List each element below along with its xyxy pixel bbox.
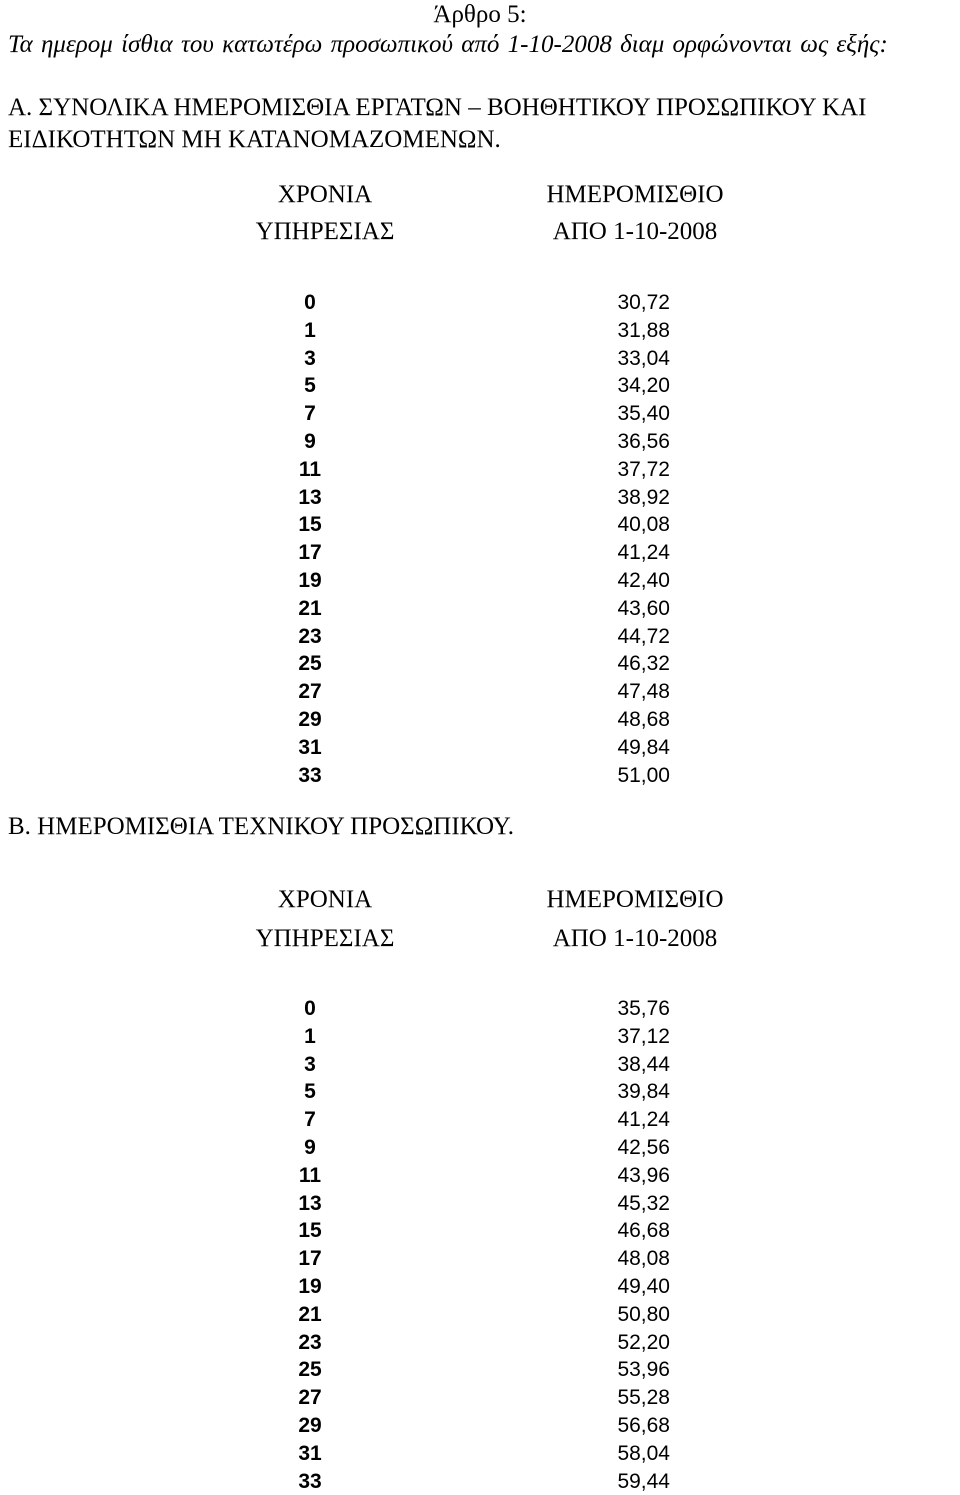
section-b-years-cell: 33 xyxy=(298,1469,322,1493)
section-b-wage-cell: 58,04 xyxy=(617,1441,670,1465)
section-b-table-row xyxy=(0,1134,960,1162)
section-a-wage-cell: 40,08 xyxy=(617,513,670,537)
section-b-years-header-line1: ΧΡΟΝΙΑ xyxy=(277,886,373,913)
section-b-wage-cell: 35,76 xyxy=(617,997,670,1020)
section-a-years-cell: 21 xyxy=(298,596,322,620)
section-b-wage-cell: 43,96 xyxy=(617,1163,670,1187)
section-b-years-cell: 3 xyxy=(304,1052,316,1076)
section-b-wage-cell: 38,44 xyxy=(617,1052,670,1076)
section-a-years-cell: 0 xyxy=(304,291,316,314)
section-b-years-cell: 27 xyxy=(298,1386,322,1410)
section-b-years-cell: 1 xyxy=(304,1024,316,1048)
section-b-wage-cell: 52,20 xyxy=(617,1330,670,1354)
section-b-years-cell: 0 xyxy=(304,997,316,1020)
section-a-table-row xyxy=(0,539,960,567)
section-b-wage-cell: 41,24 xyxy=(617,1108,670,1132)
section-a-table-row xyxy=(0,706,960,734)
section-a-table-row xyxy=(0,762,960,790)
section-a-years-cell: 7 xyxy=(304,402,316,426)
section-a-wage-cell: 49,84 xyxy=(617,735,670,759)
section-a-wage-cell: 47,48 xyxy=(617,680,670,704)
section-b-wage-cell: 39,84 xyxy=(617,1080,670,1104)
section-a-table-row xyxy=(0,372,960,400)
section-a-table-row xyxy=(0,678,960,706)
section-a-wage-cell: 38,92 xyxy=(617,485,670,509)
section-b-years-cell: 25 xyxy=(298,1358,322,1382)
section-a-heading xyxy=(8,92,953,156)
section-a-wage-header-line2: ΑΠΟ 1-10-2008 xyxy=(552,218,718,245)
section-b-years-header-line2: ΥΠΗΡΕΣΙΑΣ xyxy=(255,925,395,952)
section-a-table-row xyxy=(0,734,960,762)
section-b-table-row xyxy=(0,1440,960,1468)
section-a-wage-cell: 35,40 xyxy=(617,402,670,426)
section-b-years-cell: 7 xyxy=(304,1108,316,1132)
section-a-years-cell: 15 xyxy=(298,513,322,537)
section-b-wage-header-line1: ΗΜΕΡΟΜΙΣΘΙΟ xyxy=(546,886,724,913)
section-a-years-cell: 27 xyxy=(298,680,322,704)
section-a-wage-cell: 33,04 xyxy=(617,346,670,370)
section-a-table-row xyxy=(0,623,960,651)
section-a-years-cell: 3 xyxy=(304,346,316,370)
section-b-wage-cell: 46,68 xyxy=(617,1219,670,1243)
section-a-years-cell: 9 xyxy=(304,429,316,453)
section-b-table-row xyxy=(0,1468,960,1495)
section-a-table-row xyxy=(0,428,960,456)
section-b-years-cell: 31 xyxy=(298,1441,322,1465)
section-a-wage-cell: 41,24 xyxy=(617,541,670,565)
section-a-years-cell: 5 xyxy=(304,374,316,398)
article-title: Άρθρο 5: xyxy=(433,1,527,28)
section-a-wage-cell: 37,72 xyxy=(617,457,670,481)
section-b-wage-cell: 48,08 xyxy=(617,1247,670,1271)
section-b-table-row xyxy=(0,1412,960,1440)
section-b-table-row xyxy=(0,1356,960,1384)
section-a-years-header-line1: ΧΡΟΝΙΑ xyxy=(277,181,373,208)
section-a-wage-cell: 30,72 xyxy=(617,291,670,314)
section-b-years-cell: 19 xyxy=(298,1274,322,1298)
section-b-table-row xyxy=(0,1162,960,1190)
section-a-table-row xyxy=(0,595,960,623)
section-b-table-row xyxy=(0,1384,960,1412)
section-b-years-cell: 23 xyxy=(298,1330,322,1354)
section-a-years-cell: 11 xyxy=(298,457,322,481)
section-b-table-row xyxy=(0,1023,960,1051)
section-a-wage-cell: 46,32 xyxy=(617,652,670,676)
section-a-table-row xyxy=(0,567,960,595)
section-b-table xyxy=(0,995,960,1495)
intro-text: Τα ημερομ ίσθια του κατωτέρω προσωπικού από 1-10-2008 διαμ ορφώνονται ως εξής: xyxy=(8,31,888,58)
section-a-table-row xyxy=(0,650,960,678)
section-a-heading-line1: Α. ΣΥΝΟΛΙΚΑ ΗΜΕΡΟΜΙΣΘΙΑ ΕΡΓΑΤΩΝ – ΒΟΗΘΗΤΙΚΟΥ ΠΡΟΣΩΠΙΚΟΥ ΚΑΙ xyxy=(8,94,867,121)
section-b-years-cell: 21 xyxy=(298,1302,322,1326)
section-b-table-row xyxy=(0,1301,960,1329)
section-a-wage-cell: 31,88 xyxy=(617,318,670,342)
section-b-table-row xyxy=(0,1329,960,1357)
section-b-table-row xyxy=(0,1217,960,1245)
section-b-table-row xyxy=(0,1078,960,1106)
section-b-wage-header-line2: ΑΠΟ 1-10-2008 xyxy=(552,925,718,952)
section-a-table-row xyxy=(0,400,960,428)
section-a-wage-header-line1: ΗΜΕΡΟΜΙΣΘΙΟ xyxy=(546,181,724,208)
section-a-years-cell: 33 xyxy=(298,763,322,787)
section-a-wage-cell: 51,00 xyxy=(617,763,670,787)
section-a-years-cell: 1 xyxy=(304,318,316,342)
section-b-wage-cell: 59,44 xyxy=(617,1469,670,1493)
section-b-wage-cell: 49,40 xyxy=(617,1274,670,1298)
section-a-years-cell: 31 xyxy=(298,735,322,759)
section-a-wage-cell: 42,40 xyxy=(617,568,670,592)
section-b-wage-cell: 53,96 xyxy=(617,1358,670,1382)
section-a-years-cell: 25 xyxy=(298,652,322,676)
section-b-years-cell: 15 xyxy=(298,1219,322,1243)
section-a-wage-cell: 34,20 xyxy=(617,374,670,398)
section-a-wage-cell: 43,60 xyxy=(617,596,670,620)
section-a-table-row xyxy=(0,456,960,484)
section-a-wage-cell: 44,72 xyxy=(617,624,670,648)
section-a-table-row xyxy=(0,511,960,539)
section-b-table-row xyxy=(0,1106,960,1134)
section-b-years-cell: 5 xyxy=(304,1080,316,1104)
section-a-years-cell: 19 xyxy=(298,568,322,592)
section-b-years-cell: 11 xyxy=(298,1163,322,1187)
section-b-wage-cell: 37,12 xyxy=(617,1024,670,1048)
section-a-heading-line2: ΕΙΔΙΚΟΤΗΤΩΝ ΜΗ ΚΑΤΑΝΟΜΑΖΟΜΕΝΩΝ. xyxy=(8,126,501,153)
section-b-table-row xyxy=(0,1273,960,1301)
section-b-table-row xyxy=(0,1051,960,1079)
section-a-wage-cell: 36,56 xyxy=(617,429,670,453)
section-b-years-cell: 13 xyxy=(298,1191,322,1215)
section-a-wage-cell: 48,68 xyxy=(617,707,670,731)
section-a-table-row xyxy=(0,289,960,317)
section-b-wage-cell: 50,80 xyxy=(617,1302,670,1326)
section-a-table-row xyxy=(0,345,960,373)
section-b-wage-cell: 45,32 xyxy=(617,1191,670,1215)
section-a-table xyxy=(0,289,960,789)
section-b-table-row xyxy=(0,995,960,1023)
section-a-years-cell: 17 xyxy=(298,541,322,565)
section-b-wage-cell: 56,68 xyxy=(617,1413,670,1437)
section-a-years-header-line2: ΥΠΗΡΕΣΙΑΣ xyxy=(255,218,395,245)
section-b-years-cell: 29 xyxy=(298,1413,322,1437)
section-a-table-row xyxy=(0,484,960,512)
section-b-wage-cell: 55,28 xyxy=(617,1386,670,1410)
section-a-table-row xyxy=(0,317,960,345)
section-b-wage-cell: 42,56 xyxy=(617,1135,670,1159)
section-a-years-cell: 29 xyxy=(298,707,322,731)
section-b-table-row xyxy=(0,1190,960,1218)
section-a-years-cell: 13 xyxy=(298,485,322,509)
section-b-heading: Β. ΗΜΕΡΟΜΙΣΘΙΑ ΤΕΧΝΙΚΟΥ ΠΡΟΣΩΠΙΚΟΥ. xyxy=(8,813,515,840)
section-a-years-cell: 23 xyxy=(298,624,322,648)
section-b-years-cell: 9 xyxy=(304,1135,316,1159)
section-b-table-row xyxy=(0,1245,960,1273)
section-b-years-cell: 17 xyxy=(298,1247,322,1271)
